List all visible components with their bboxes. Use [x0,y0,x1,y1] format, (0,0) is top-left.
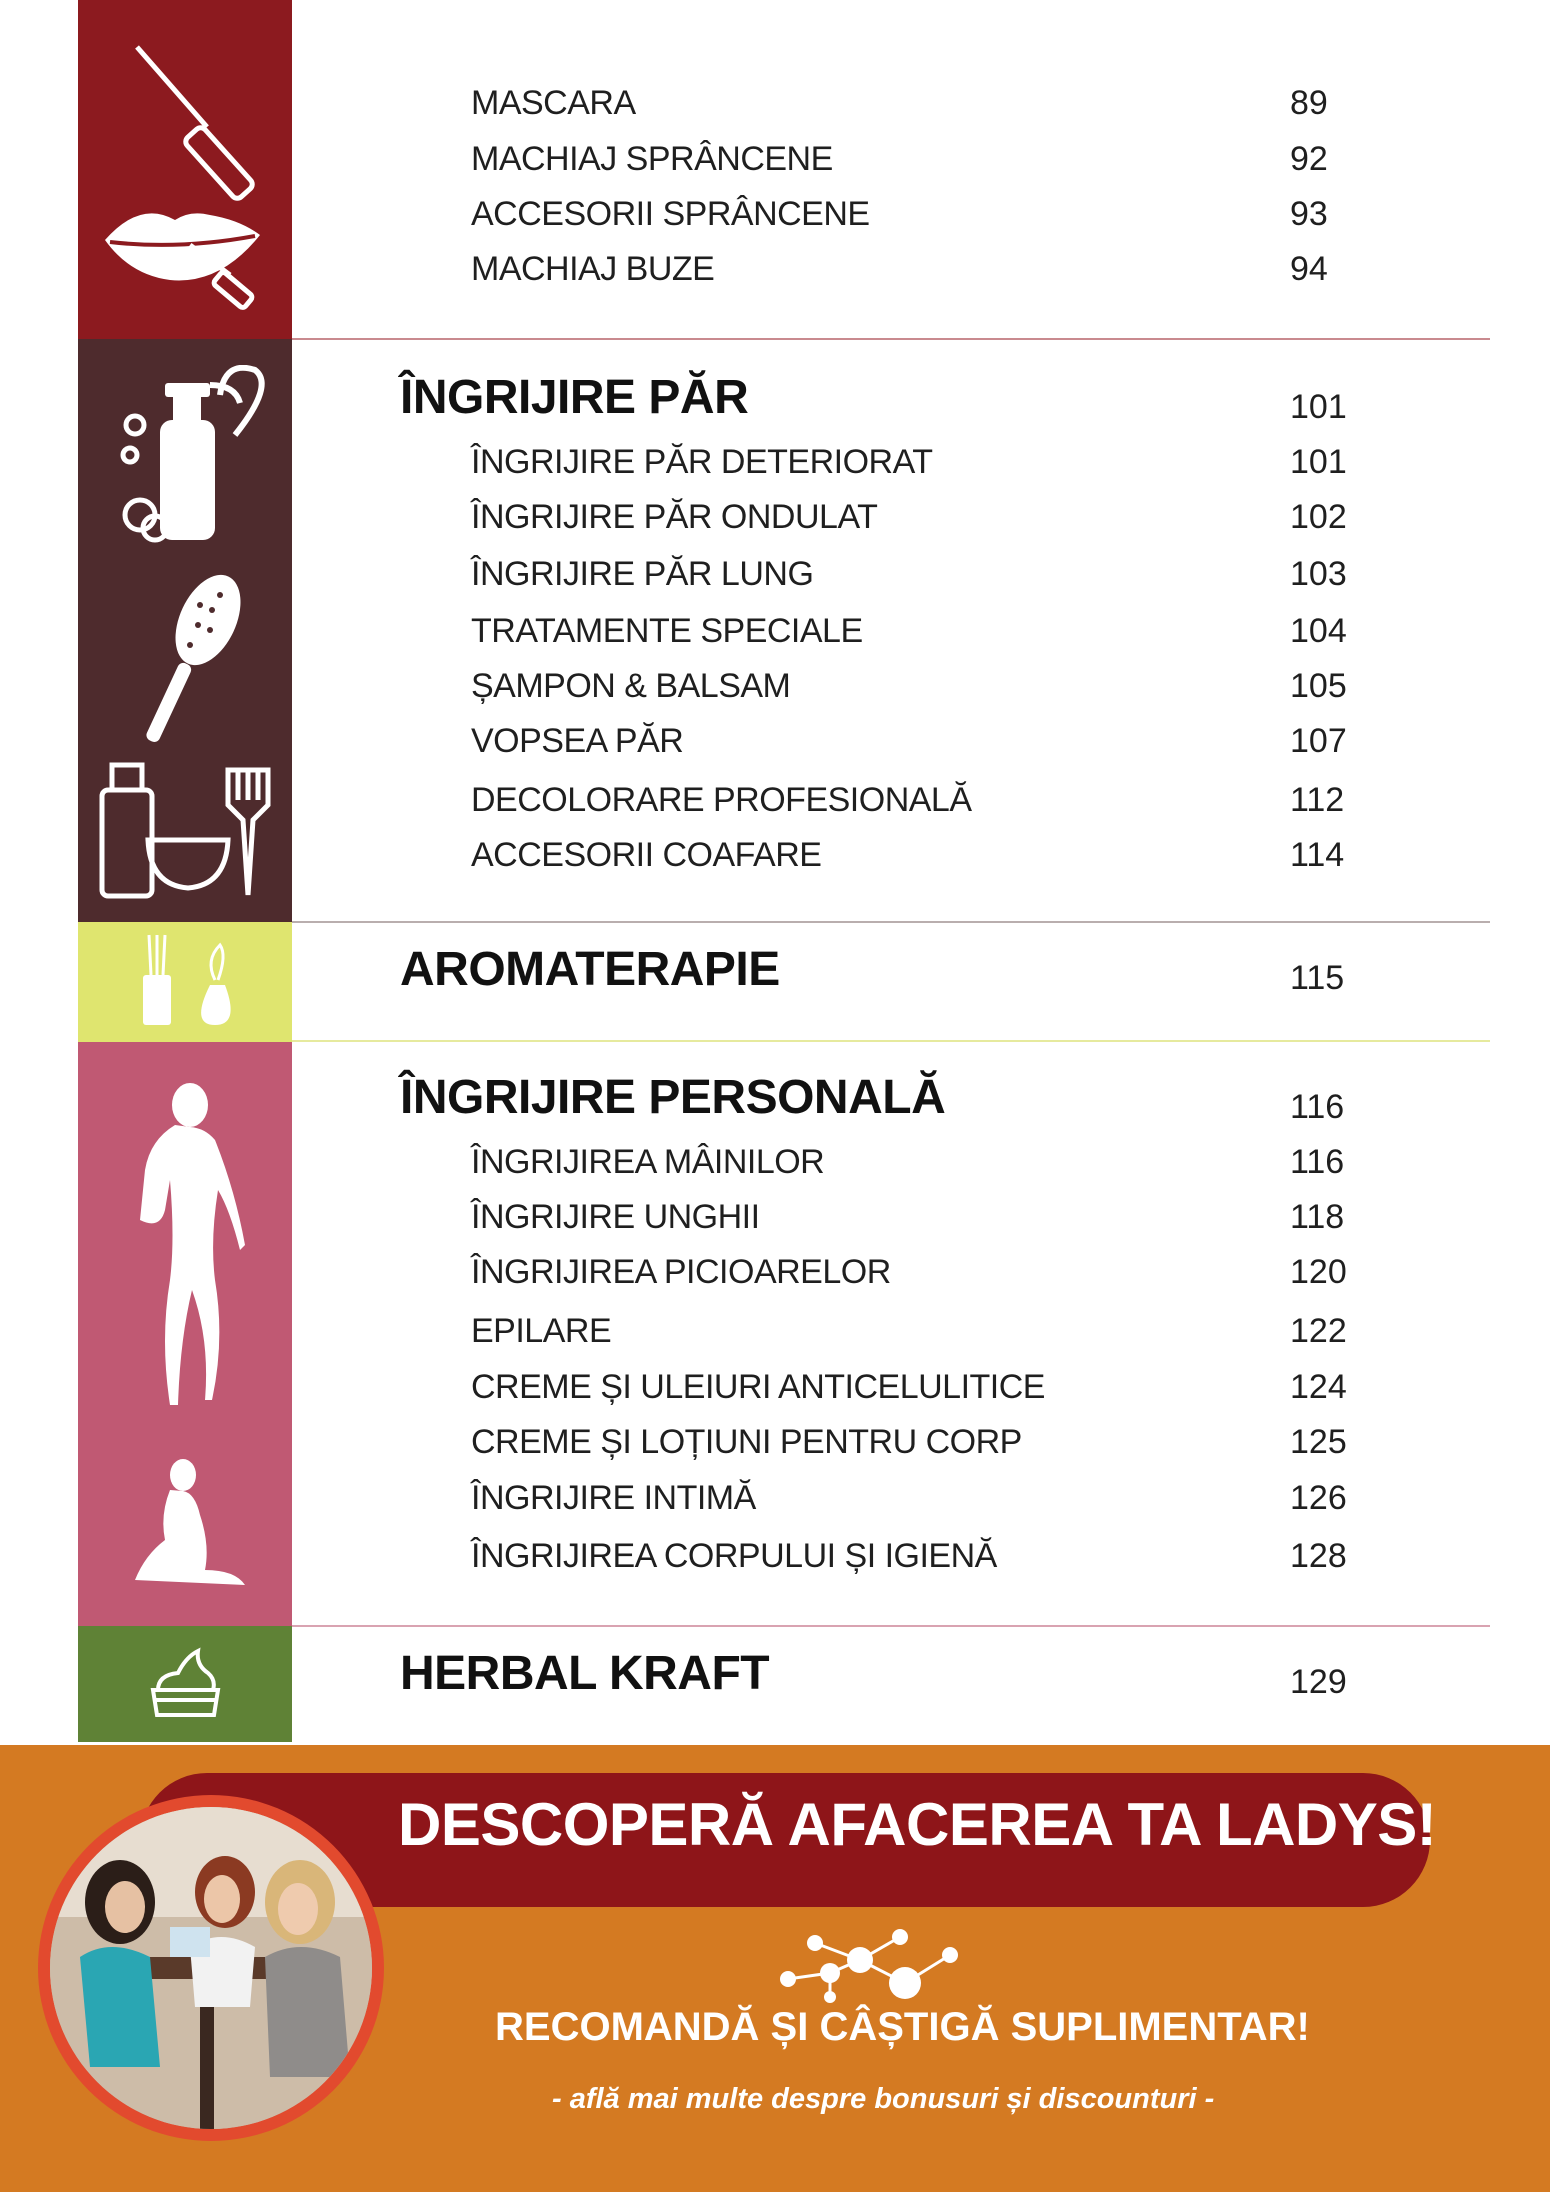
women-photo [50,1807,372,2129]
toc-page-number: 120 [1290,1253,1347,1291]
promo-headline: RECOMANDĂ ȘI CÂȘTIGĂ SUPLIMENTAR! [495,2005,1310,2049]
toc-page-number: 102 [1290,498,1347,536]
toc-item[interactable]: MACHIAJ BUZE [471,250,715,288]
toc-page-number: 94 [1290,250,1328,288]
toc-item[interactable]: ÎNGRIJIRE PĂR DETERIORAT [471,443,933,481]
section-title-hair[interactable]: ÎNGRIJIRE PĂR [400,371,749,424]
section-divider [292,1040,1490,1042]
toc-item[interactable]: ÎNGRIJIRE PĂR ONDULAT [471,498,878,536]
shampoo-bottle-icon [115,365,265,545]
toc-item[interactable]: ÎNGRIJIRE PĂR LUNG [471,555,814,593]
toc-page-number: 124 [1290,1368,1347,1406]
toc-page-number: 118 [1290,1198,1345,1236]
toc-item[interactable]: ȘAMPON & BALSAM [471,667,791,705]
toc-item[interactable]: MASCARA [471,84,636,122]
section-title-aroma[interactable]: AROMATERAPIE [400,943,780,996]
hairbrush-icon [140,570,250,745]
lips-icon [100,190,280,310]
toc-item[interactable]: ÎNGRIJIREA PICIOARELOR [471,1253,891,1291]
toc-item[interactable]: ÎNGRIJIREA MÂINILOR [471,1143,825,1181]
toc-item[interactable]: ÎNGRIJIREA CORPULUI ȘI IGIENĂ [471,1537,997,1575]
section-page-number: 116 [1290,1088,1345,1126]
section-page-number: 101 [1290,388,1347,426]
toc-page-number: 107 [1290,722,1347,760]
toc-page-number: 128 [1290,1537,1347,1575]
toc-page-number: 112 [1290,781,1345,819]
promo-banner-text: DESCOPERĂ AFACEREA TA LADYS! [398,1791,1437,1858]
toc-page-number: 105 [1290,667,1347,705]
cream-jar-icon [148,1645,223,1720]
toc-item[interactable]: DECOLORARE PROFESIONALĂ [471,781,972,819]
toc-item[interactable]: TRATAMENTE SPECIALE [471,612,863,650]
toc-page-number: 126 [1290,1479,1347,1517]
promo-subline[interactable]: - află mai multe despre bonusuri și discounturi - [552,2083,1215,2115]
toc-item[interactable]: CREME ȘI ULEIURI ANTICELULITICE [471,1368,1045,1406]
toc-page-number: 92 [1290,140,1328,178]
sitting-woman-icon [125,1455,255,1590]
aroma-diffuser-icon [135,930,245,1030]
toc-item[interactable]: ÎNGRIJIRE UNGHII [471,1198,760,1236]
toc-page-number: 122 [1290,1312,1347,1350]
toc-item[interactable]: ACCESORII SPRÂNCENE [471,195,870,233]
women-photo-frame [38,1795,384,2141]
section-title-herbal[interactable]: HERBAL KRAFT [400,1647,770,1700]
toc-page-number: 116 [1290,1143,1345,1181]
toc-item[interactable]: VOPSEA PĂR [471,722,684,760]
toc-page-number: 89 [1290,84,1328,122]
mascara-icon [125,35,275,205]
toc-page-number: 101 [1290,443,1347,481]
toc-page-number: 103 [1290,555,1347,593]
toc-item[interactable]: ÎNGRIJIRE INTIMĂ [471,1479,756,1517]
toc-item[interactable]: MACHIAJ SPRÂNCENE [471,140,833,178]
toc-page-number: 93 [1290,195,1328,233]
woman-figure-icon [130,1080,250,1410]
toc-item[interactable]: ACCESORII COAFARE [471,836,822,874]
section-divider [292,1625,1490,1627]
section-page-number: 129 [1290,1663,1347,1701]
toc-page-number: 125 [1290,1423,1347,1461]
hair-dye-kit-icon [98,760,278,900]
toc-item[interactable]: CREME ȘI LOȚIUNI PENTRU CORP [471,1423,1022,1461]
section-divider [292,921,1490,923]
toc-item[interactable]: EPILARE [471,1312,612,1350]
section-divider [292,338,1490,340]
toc-page-number: 114 [1290,836,1345,874]
network-people-icon [770,1925,965,2005]
section-title-personal[interactable]: ÎNGRIJIRE PERSONALĂ [400,1071,946,1124]
section-page-number: 115 [1290,959,1345,997]
toc-page-number: 104 [1290,612,1347,650]
